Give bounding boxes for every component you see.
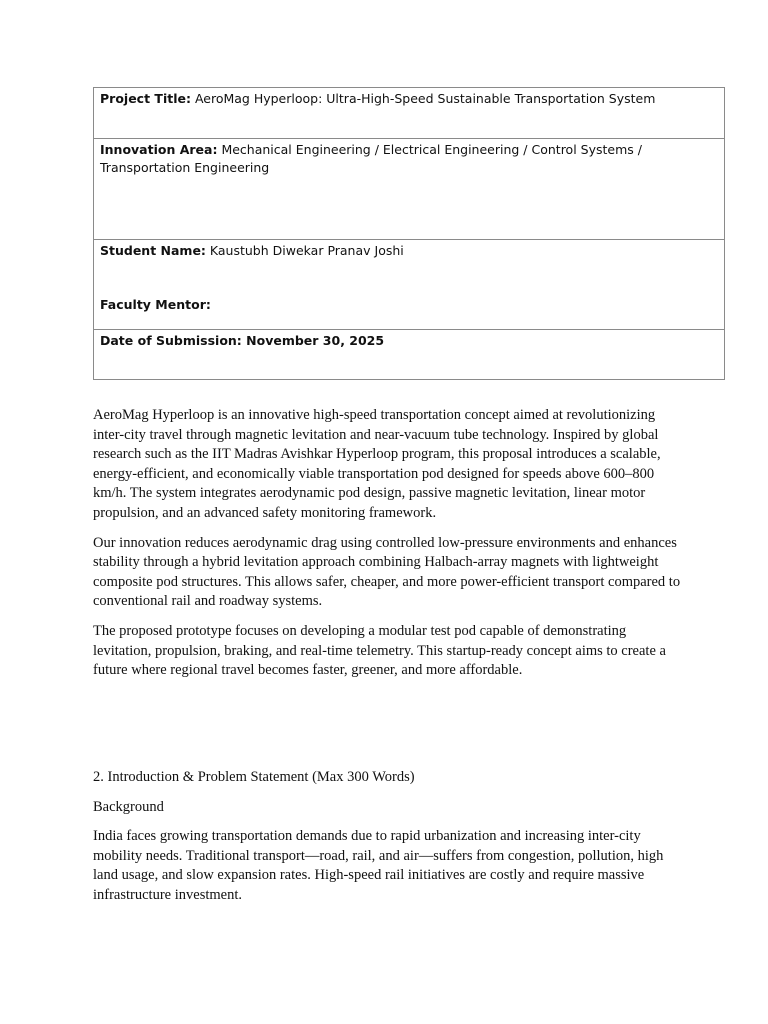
student-mentor-cell xyxy=(94,240,725,330)
abstract-paragraph-3: The proposed prototype focuses on developing a modular test pod capable of demonstrating levitation, propulsion, braking, and real-time telemetry. This startup-ready concept aims to create a future where regional travel becomes faster, greener, and more affordable. xyxy=(93,622,666,679)
project-title-cell xyxy=(94,88,725,139)
project-title-row xyxy=(94,88,725,139)
project-title-value: AeroMag Hyperloop: Ultra-High-Speed Sustainable Transportation System xyxy=(190,91,656,106)
introduction-section xyxy=(93,768,683,916)
innovation-area-label: Innovation Area: xyxy=(100,142,218,157)
student-name-label: Student Name: xyxy=(100,243,206,258)
submission-date-cell xyxy=(94,330,725,380)
faculty-mentor-label: Faculty Mentor: xyxy=(100,297,211,312)
innovation-area-cell xyxy=(94,139,725,240)
section-heading: 2. Introduction & Problem Statement (Max 300 Words) xyxy=(93,769,415,785)
submission-date-row xyxy=(94,330,725,380)
background-paragraph: India faces growing transportation demands due to rapid urbanization and increasing inter-city mobility needs. Traditional transport—road, rail, and air—suffers from congestion, pollution, high land usage, and slow expansion rates. High-speed rail initiatives are costly and require massive infrastructure investment. xyxy=(93,828,664,903)
abstract-paragraph-1: AeroMag Hyperloop is an innovative high-speed transportation concept aimed at revolutionizing inter-city travel through magnetic levitation and near-vacuum tube technology. Inspired by global research such as the IIT Madras Avishkar Hyperloop program, this proposal introduces a scalable, energy-efficient, and economically viable transportation pod designed for speeds above 600–800 km/h. The system integrates aerodynamic pod design, passive magnetic levitation, linear motor propulsion, and an advanced safety monitoring framework. xyxy=(93,407,661,521)
innovation-area-value: Mechanical Engineering / Electrical Engineering / Control Systems / Transportation Engineering xyxy=(100,142,642,175)
project-title-label: Project Title: xyxy=(100,91,191,106)
project-info-table xyxy=(93,87,725,380)
faculty-mentor-line xyxy=(100,296,718,314)
student-name-value: Kaustubh Diwekar Pranav Joshi xyxy=(205,243,404,258)
section-subheading: Background xyxy=(93,798,164,815)
student-name-line xyxy=(100,242,718,260)
student-mentor-row xyxy=(94,240,725,330)
abstract-paragraph-2: Our innovation reduces aerodynamic drag using controlled low-pressure environments and enhances stability through a hybrid levitation approach combining Halbach-array magnets with lightweight composite pod structures. This allows safer, cheaper, and more power-efficient transport compared to conventional rail and roadway systems. xyxy=(93,534,681,610)
submission-date-label: Date of Submission: November 30, 2025 xyxy=(100,333,385,348)
abstract-section xyxy=(93,406,683,691)
innovation-area-row xyxy=(94,139,725,240)
